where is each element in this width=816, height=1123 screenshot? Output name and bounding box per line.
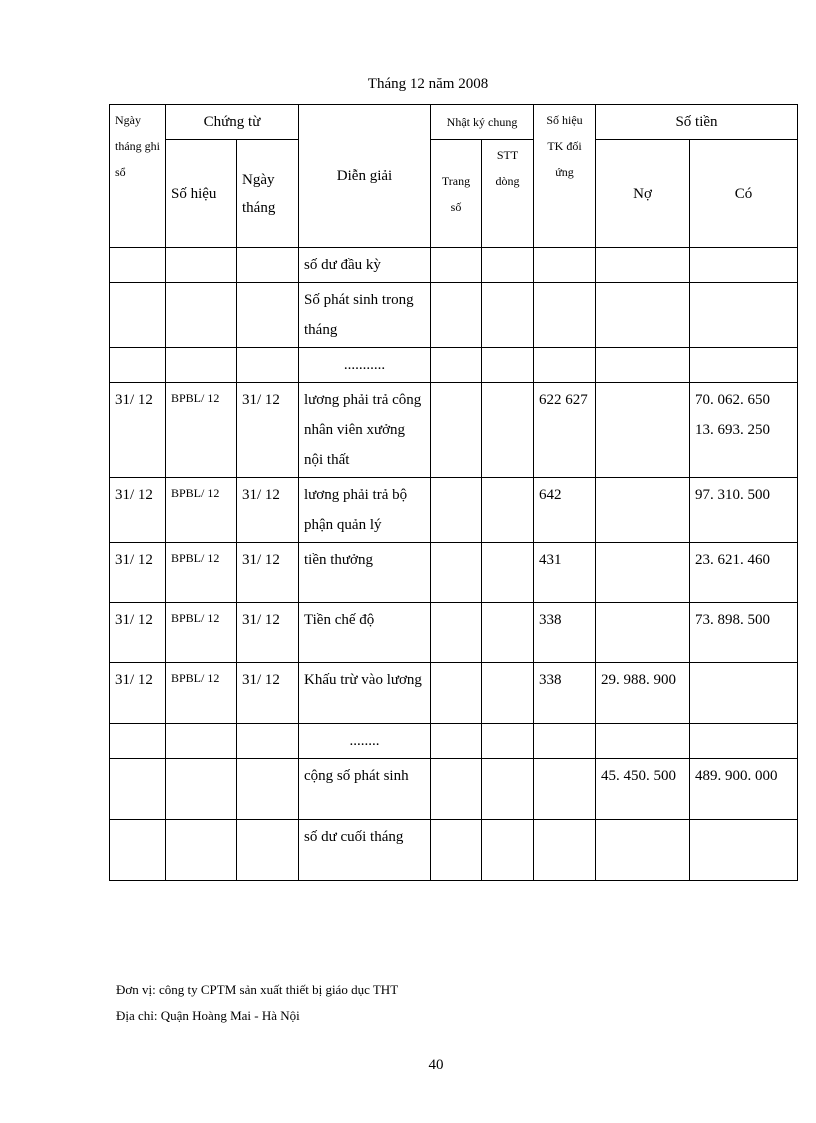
cell-doc-date	[237, 248, 299, 283]
header-dien-giai: Diễn giải	[299, 105, 431, 248]
cell-debit	[596, 348, 690, 383]
cell-doc-no	[166, 724, 237, 759]
cell-doc-no: BPBL/ 12	[166, 603, 237, 663]
cell-doc-date: 31/ 12	[237, 478, 299, 543]
table-row	[110, 348, 798, 383]
cell-debit	[596, 724, 690, 759]
cell-debit: 29. 988. 900	[596, 663, 690, 724]
cell-account: 338	[534, 603, 596, 663]
cell-date	[110, 759, 166, 820]
cell-description: Tiền chế độ	[299, 603, 431, 663]
cell-date: 31/ 12	[110, 478, 166, 543]
cell-trang-so	[431, 759, 482, 820]
table-row	[110, 543, 798, 603]
cell-date	[110, 348, 166, 383]
cell-description: lương phải trả bộ phận quản lý	[299, 478, 431, 543]
page-title: Tháng 12 năm 2008	[367, 76, 489, 92]
cell-credit	[690, 248, 798, 283]
table-row	[110, 248, 798, 283]
cell-account	[534, 724, 596, 759]
header-chung-tu: Chứng từ	[166, 105, 299, 140]
cell-trang-so	[431, 663, 482, 724]
cell-description: Số phát sinh trong tháng	[299, 283, 431, 348]
cell-account	[534, 248, 596, 283]
cell-trang-so	[431, 478, 482, 543]
table-row	[110, 603, 798, 663]
header-ngay-thang: Ngày tháng	[237, 140, 299, 248]
cell-account: 338	[534, 663, 596, 724]
footer-address: Địa chỉ: Quận Hoàng Mai - Hà Nội	[116, 1008, 300, 1023]
cell-date	[110, 283, 166, 348]
cell-stt-dong	[482, 543, 534, 603]
cell-trang-so	[431, 543, 482, 603]
cell-doc-date	[237, 820, 299, 881]
table-row	[110, 724, 798, 759]
cell-doc-date	[237, 283, 299, 348]
cell-date: 31/ 12	[110, 603, 166, 663]
cell-date: 31/ 12	[110, 663, 166, 724]
cell-doc-date: 31/ 12	[237, 663, 299, 724]
cell-doc-no: BPBL/ 12	[166, 478, 237, 543]
cell-date	[110, 724, 166, 759]
cell-account: 642	[534, 478, 596, 543]
footer-unit: Đơn vị: công ty CPTM sản xuất thiết bị giáo dục THT	[116, 982, 399, 997]
page-number: 40	[428, 1057, 444, 1073]
header-so-hieu: Số hiệu	[166, 140, 237, 248]
cell-trang-so	[431, 348, 482, 383]
cell-description: lương phải trả công nhân viên xưởng nội thất	[299, 383, 431, 478]
cell-doc-no	[166, 348, 237, 383]
cell-date	[110, 248, 166, 283]
cell-description: tiền thưởng	[299, 543, 431, 603]
cell-stt-dong	[482, 478, 534, 543]
cell-account	[534, 348, 596, 383]
cell-debit	[596, 603, 690, 663]
cell-description: cộng số phát sinh	[299, 759, 431, 820]
cell-doc-date	[237, 348, 299, 383]
table-row	[110, 283, 798, 348]
header-ngay-ghi-so: Ngày tháng ghi sổ	[110, 105, 166, 248]
cell-doc-no: BPBL/ 12	[166, 663, 237, 724]
cell-doc-no: BPBL/ 12	[166, 543, 237, 603]
cell-doc-date	[237, 759, 299, 820]
cell-credit: 73. 898. 500	[690, 603, 798, 663]
cell-credit: 70. 062. 650 13. 693. 250	[690, 383, 798, 478]
cell-debit	[596, 820, 690, 881]
table-row	[110, 663, 798, 724]
cell-debit	[596, 543, 690, 603]
cell-date: 31/ 12	[110, 383, 166, 478]
header-no: Nợ	[596, 140, 690, 248]
cell-stt-dong	[482, 603, 534, 663]
cell-credit	[690, 724, 798, 759]
cell-doc-no	[166, 283, 237, 348]
table-row	[110, 820, 798, 881]
header-nhat-ky-chung: Nhật ký chung	[431, 105, 534, 140]
cell-description: Khấu trừ vào lương	[299, 663, 431, 724]
cell-doc-no	[166, 759, 237, 820]
cell-credit	[690, 283, 798, 348]
cell-stt-dong	[482, 724, 534, 759]
cell-debit: 45. 450. 500	[596, 759, 690, 820]
cell-credit	[690, 820, 798, 881]
cell-doc-date: 31/ 12	[237, 383, 299, 478]
cell-stt-dong	[482, 820, 534, 881]
cell-doc-date: 31/ 12	[237, 543, 299, 603]
cell-doc-no	[166, 248, 237, 283]
table-row	[110, 759, 798, 820]
cell-debit	[596, 248, 690, 283]
cell-account	[534, 283, 596, 348]
cell-description: ........	[299, 724, 431, 759]
cell-doc-no: BPBL/ 12	[166, 383, 237, 478]
cell-stt-dong	[482, 283, 534, 348]
cell-trang-so	[431, 603, 482, 663]
table-row	[110, 383, 798, 478]
cell-stt-dong	[482, 383, 534, 478]
cell-stt-dong	[482, 759, 534, 820]
cell-account	[534, 820, 596, 881]
cell-trang-so	[431, 283, 482, 348]
cell-credit	[690, 663, 798, 724]
ledger-table	[109, 104, 798, 881]
cell-credit: 23. 621. 460	[690, 543, 798, 603]
cell-doc-date: 31/ 12	[237, 603, 299, 663]
cell-date	[110, 820, 166, 881]
header-so-tien: Số tiền	[596, 105, 798, 140]
cell-stt-dong	[482, 663, 534, 724]
cell-trang-so	[431, 724, 482, 759]
cell-description: số dư đầu kỳ	[299, 248, 431, 283]
table-row	[110, 478, 798, 543]
cell-account: 431	[534, 543, 596, 603]
cell-date: 31/ 12	[110, 543, 166, 603]
header-co: Có	[690, 140, 798, 248]
cell-credit: 489. 900. 000	[690, 759, 798, 820]
cell-doc-no	[166, 820, 237, 881]
cell-trang-so	[431, 248, 482, 283]
cell-debit	[596, 383, 690, 478]
cell-doc-date	[237, 724, 299, 759]
cell-debit	[596, 283, 690, 348]
cell-debit	[596, 478, 690, 543]
cell-stt-dong	[482, 348, 534, 383]
cell-account	[534, 759, 596, 820]
cell-credit	[690, 348, 798, 383]
cell-stt-dong	[482, 248, 534, 283]
header-so-hieu-tk: Số hiệu TK đối ứng	[534, 105, 596, 248]
header-trang-so: Trang số	[431, 140, 482, 248]
cell-description: số dư cuối tháng	[299, 820, 431, 881]
cell-trang-so	[431, 383, 482, 478]
cell-credit: 97. 310. 500	[690, 478, 798, 543]
cell-trang-so	[431, 820, 482, 881]
cell-description: ...........	[299, 348, 431, 383]
header-stt-dong: STT dòng	[482, 140, 534, 248]
cell-account: 622 627	[534, 383, 596, 478]
